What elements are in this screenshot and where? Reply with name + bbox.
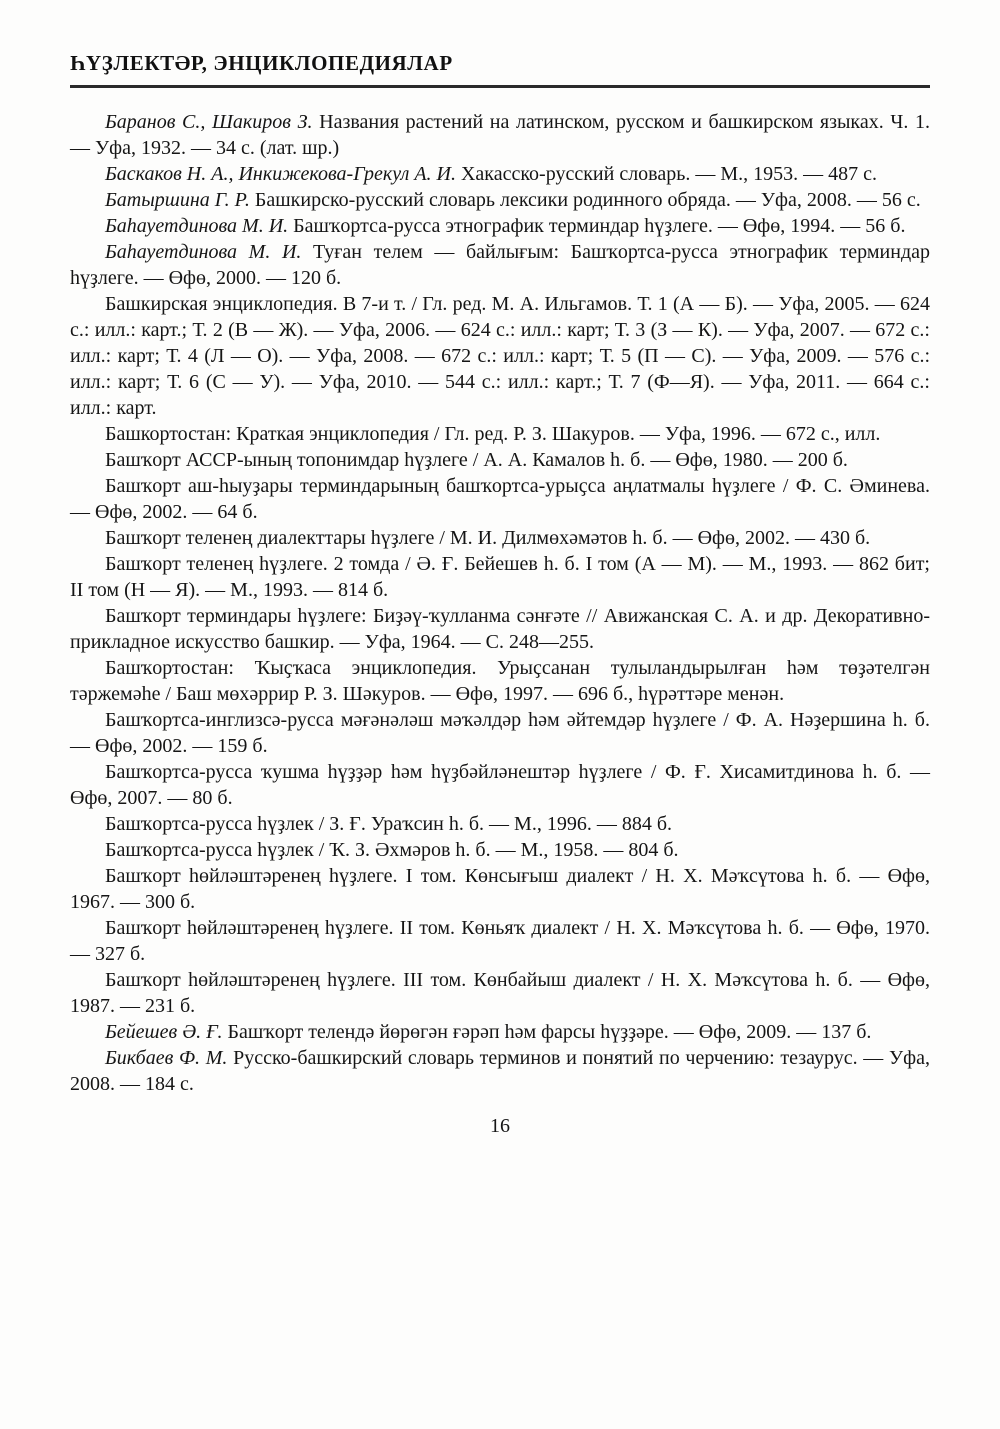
entry-text: Башҡортса-русса этнографик терминдар һүҙлеге. — Өфө, 1994. — 56 б. [288,215,906,237]
section-title: ҺҮҘЛЕКТӘР, ЭНЦИКЛОПЕДИЯЛАР [70,51,453,75]
bibliography-entry [70,525,930,551]
entry-author: Баһауетдинова М. И. [105,215,289,237]
entry-author: Батыршина Г. Р. [105,189,250,211]
entry-text: Башҡортостан: Ҡыҫҡаса энциклопедия. Урыҫсанан тулыландырылған һәм төҙәтелгән тәржемәһе / Баш мөхәррир Р. З. Шәкуров. — Өфө, 1997. — 696 б., һүрәттәре менән. [70,657,930,705]
bibliography-entry [70,213,930,239]
bibliography-entry [70,759,930,811]
bibliography-entry [70,161,930,187]
bibliography-entry [70,811,930,837]
bibliography-entry [70,1045,930,1097]
entry-text: Туған телем — байлығым: Башҡортса-русса этнографик терминдар һүҙлеге. — Өфө, 2000. — 120 б. [70,241,930,289]
header-rule [70,85,930,88]
entry-text: Башҡорт аш-һыуҙары терминдарының башҡортса-урыҫса аңлатмалы һүҙлеге / Ф. С. Әминева. — Өфө, 2002. — 64 б. [70,475,930,523]
entry-text: Башкортостан: Краткая энциклопедия / Гл. ред. Р. З. Шакуров. — Уфа, 1996. — 672 с., илл. [105,423,881,445]
bibliography-entry [70,655,930,707]
bibliography-entry [70,421,930,447]
bibliography-entry [70,603,930,655]
entry-text: Башҡортса-инглизсә-русса мәғәнәләш мәҡәлдәр һәм әйтемдәр һүҙлеге / Ф. А. Нәҙершина һ. б. — Өфө, 2002. — 159 б. [70,709,930,757]
bibliography-entry [70,109,930,161]
bibliography-entry [70,915,930,967]
bibliography-entry [70,837,930,863]
entry-text: Башҡорт телендә йөрөгән ғәрәп һәм фарсы һүҙҙәре. — Өфө, 2009. — 137 б. [222,1021,872,1043]
bibliography-entry [70,447,930,473]
entry-text: Башҡорт АССР-ының топонимдар һүҙлеге / А. А. Камалов һ. б. — Өфө, 1980. — 200 б. [105,449,848,471]
entry-text: Башҡортса-русса ҡушма һүҙҙәр һәм һүҙбәйләнештәр һүҙлеге / Ф. Ғ. Хисамитдинова һ. б. — Өфө, 2007. — 80 б. [70,761,930,809]
bibliography-entry [70,291,930,421]
entry-text: Башҡорт һөйләштәренең һүҙлеге. I том. Көнсығыш диалект / Н. Х. Мәҡсүтова һ. б. — Өфө, 1967. — 300 б. [70,865,930,913]
bibliography-entry [70,239,930,291]
entry-text: Башҡортса-русса һүҙлек / З. Ғ. Ураҡсин һ. б. — М., 1996. — 884 б. [105,813,672,835]
page-number: 16 [490,1115,510,1137]
page-header [70,50,930,88]
entry-text: Русско-башкирский словарь терминов и понятий по черчению: тезаурус. — Уфа, 2008. — 184 с. [70,1047,930,1095]
entry-author: Баһауетдинова М. И. [105,241,302,263]
bibliography-entry [70,551,930,603]
entry-text: Башҡорт теленең һүҙлеге. 2 томда / Ә. Ғ. Бейешев һ. б. I том (А — М). — М., 1993. — 862 бит; II том (Н — Я). — М., 1993. — 814 б. [70,553,930,601]
page-footer [70,1113,930,1139]
bibliography-entry [70,473,930,525]
entry-text: Хакасско-русский словарь. — М., 1953. — 487 с. [455,163,878,185]
entry-author: Бейешев Ә. Ғ. [105,1021,223,1043]
entry-author: Баранов С., Шакиров З. [105,111,313,133]
bibliography-entry [70,967,930,1019]
entry-text: Башҡортса-русса һүҙлек / Ҡ. З. Әхмәров һ. б. — М., 1958. — 804 б. [105,839,679,861]
bibliography-entry [70,707,930,759]
entry-text: Башҡорт һөйләштәренең һүҙлеге. III том. Көнбайыш диалект / Н. Х. Мәҡсүтова һ. б. — Өфө, 1987. — 231 б. [70,969,930,1017]
entry-text: Башкирская энциклопедия. В 7-и т. / Гл. ред. М. А. Ильгамов. Т. 1 (А — Б). — Уфа, 2005. — 624 с.: илл.: карт.; Т. 2 (В — Ж). — Уфа, 2006. — 624 с.: илл.: карт; Т. 3 (З — К). — Уфа, 2007. — 672 с.: илл.: карт; Т. 4 (Л — О). — Уфа, 2008. — 672 с.: илл.: карт; Т. 5 (П — С). — Уфа, 2009. — 576 с.: илл.: карт; Т. 6 (С — У). — Уфа, 2010. — 544 с.: илл.: карт.; Т. 7 (Ф—Я). — Уфа, 2011. — 664 с.: илл.: карт. [70,293,930,419]
bibliography-list [70,109,930,1097]
entry-text: Башкирско-русский словарь лексики родинного обряда. — Уфа, 2008. — 56 с. [249,189,921,211]
bibliography-entry [70,187,930,213]
entry-author: Баскаков Н. А., Инкижекова-Грекул А. И. [105,163,456,185]
entry-author: Бикбаев Ф. М. [105,1047,228,1069]
entry-text: Башҡорт һөйләштәренең һүҙлеге. II том. Көньяҡ диалект / Н. Х. Мәҡсүтова һ. б. — Өфө, 1970. — 327 б. [70,917,930,965]
bibliography-entry [70,863,930,915]
entry-text: Названия растений на латинском, русском и башкирском языках. Ч. 1. — Уфа, 1932. — 34 с. (лат. шр.) [70,111,930,159]
entry-text: Башҡорт терминдары һүҙлеге: Биҙәү-ҡулланма сәнғәте // Авижанская С. А. и др. Декоративно-прикладное искусство башкир. — Уфа, 1964. — С. 248—255. [70,605,930,653]
entry-text: Башҡорт теленең диалекттары һүҙлеге / М. И. Дилмөхәмәтов һ. б. — Өфө, 2002. — 430 б. [105,527,871,549]
bibliography-entry [70,1019,930,1045]
